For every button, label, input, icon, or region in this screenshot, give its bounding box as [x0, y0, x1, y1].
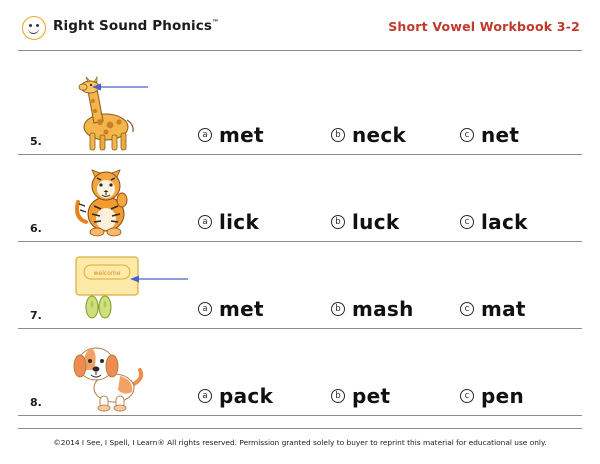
choice-word: luck: [352, 210, 400, 234]
choice-word: pet: [352, 384, 391, 408]
answer-choices: [198, 380, 582, 410]
choice-letter-bullet: c: [460, 215, 474, 229]
choice-option[interactable]: [198, 121, 264, 149]
brand-name: Right Sound Phonics: [53, 18, 212, 34]
row-divider: [18, 241, 582, 242]
choice-option[interactable]: [460, 295, 526, 323]
pointer-arrow-icon: [128, 271, 190, 290]
question-number: 8.: [30, 396, 42, 409]
smiley-face-icon: [22, 16, 46, 40]
answer-choices: [198, 206, 582, 236]
choice-letter-bullet: b: [331, 389, 345, 403]
choice-word: mash: [352, 297, 414, 321]
question-row-6: [18, 161, 582, 242]
choice-letter-bullet: c: [460, 389, 474, 403]
choice-word: lack: [481, 210, 528, 234]
row-divider: [18, 415, 582, 416]
choice-option[interactable]: [460, 208, 528, 236]
choice-option[interactable]: [198, 208, 259, 236]
choice-option[interactable]: [460, 382, 524, 410]
answer-choices: [198, 119, 582, 149]
choice-word: neck: [352, 123, 407, 147]
choice-letter-bullet: a: [198, 215, 212, 229]
footer-divider: [18, 428, 582, 429]
choice-letter-bullet: a: [198, 128, 212, 142]
choice-letter-bullet: c: [460, 302, 474, 316]
choice-option[interactable]: [460, 121, 519, 149]
workbook-title: Short Vowel Workbook 3-2: [388, 19, 580, 34]
brand-title: [53, 18, 219, 34]
choice-word: lick: [219, 210, 260, 234]
choice-word: mat: [481, 297, 526, 321]
choice-option[interactable]: [331, 208, 399, 236]
page-header: [0, 14, 600, 50]
question-row-7: [18, 248, 582, 329]
choice-word: pen: [481, 384, 525, 408]
answer-choices: [198, 293, 582, 323]
choice-word: net: [481, 123, 520, 147]
choice-option[interactable]: [198, 382, 273, 410]
tiger-illustration: [64, 162, 174, 240]
row-divider: [18, 328, 582, 329]
choice-letter-bullet: b: [331, 215, 345, 229]
choice-letter-bullet: a: [198, 389, 212, 403]
choice-option[interactable]: [198, 295, 264, 323]
question-number: 6.: [30, 222, 42, 235]
choice-word: met: [219, 123, 264, 147]
choice-option[interactable]: [331, 382, 390, 410]
choice-option[interactable]: [331, 295, 414, 323]
choice-word: met: [219, 297, 264, 321]
question-row-8: [18, 335, 582, 416]
question-number: 5.: [30, 135, 42, 148]
choice-letter-bullet: b: [331, 128, 345, 142]
choice-word: pack: [219, 384, 274, 408]
choice-option[interactable]: [331, 121, 406, 149]
svg-text:welcome: welcome: [93, 270, 121, 277]
header-divider: [18, 50, 582, 51]
choice-letter-bullet: b: [331, 302, 345, 316]
question-number: 7.: [30, 309, 42, 322]
choice-letter-bullet: a: [198, 302, 212, 316]
row-divider: [18, 154, 582, 155]
question-row-5: [18, 74, 582, 155]
copyright-notice: ©2014 I See, I Spell, I Learn® All rights reserved. Permission granted solely to buyer to reprint this material for educational use only.: [53, 438, 547, 447]
smiley-mouth: [28, 27, 39, 34]
pointer-arrow-icon: [90, 79, 150, 98]
choice-letter-bullet: c: [460, 128, 474, 142]
brand-trademark: ™: [212, 18, 220, 27]
dog-illustration: [64, 336, 174, 414]
